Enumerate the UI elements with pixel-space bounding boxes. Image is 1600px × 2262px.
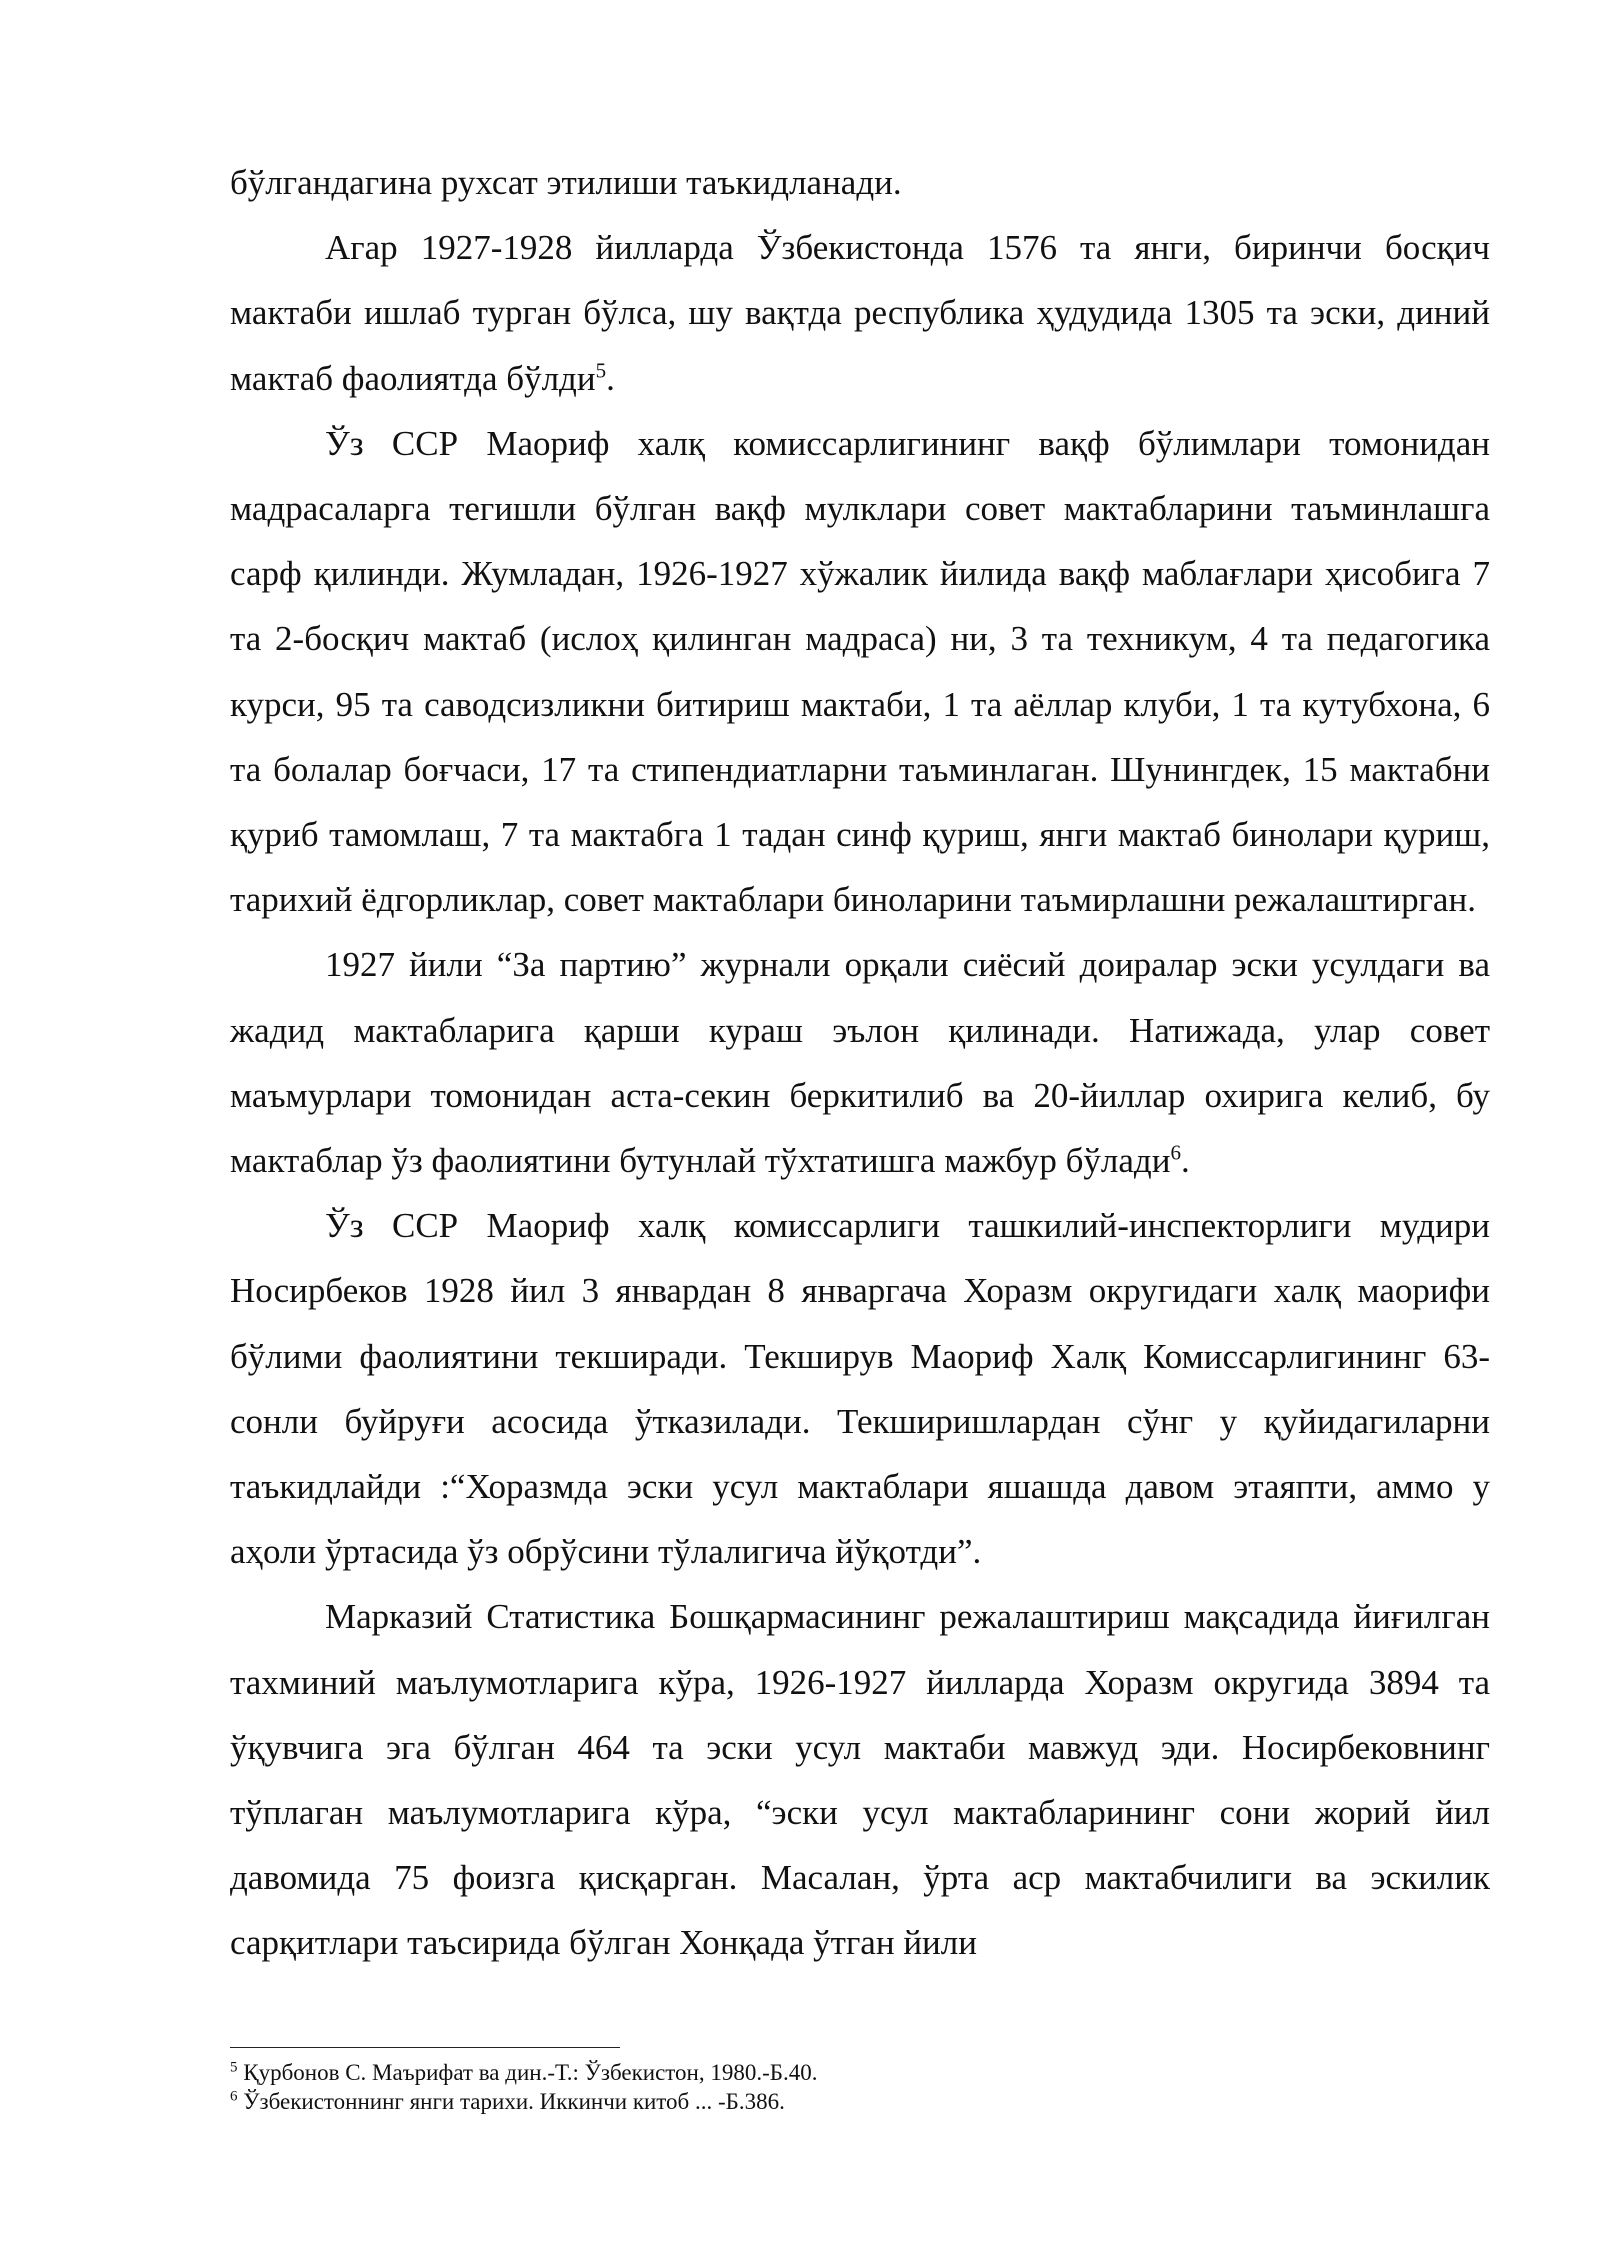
paragraph: Марказий Статистика Бошқармасининг режалаштириш мақсадида йиғилган тахминий маълумотларига кўра, 1926-1927 йилларда Хоразм округида 3894 та ўқувчига эга бўлган 464 та эски усул мактаби мавжуд эди. Носирбековнинг тўплаган маълумотларига кўра, “эски усул мактабларининг сони жорий йил давомида 75 фоизга қисқарган. Масалан, ўрта аср мактабчилиги ва эскилик сарқитлари таъсирида бўлган Хонқада ўтган йили	[230, 1597, 1490, 1963]
footnote-ref: 6	[1170, 1140, 1181, 1165]
paragraph: бўлгандагина рухсат этилиши таъкидланади.	[230, 163, 902, 202]
paragraph: Агар 1927-1928 йилларда Ўзбекистонда 1576 та янги, биринчи босқич мактаби ишлаб турган бўлса, шу вақтда республика ҳудудида 1305 та эски, диний мактаб фаолиятда бўлди$^5$.	[230, 228, 1490, 398]
footnote-number: 6	[230, 2088, 238, 2105]
paragraph: 1927 йили “За партию” журнали орқали сиёсий доиралар эски усулдаги ва жадид мактабларига қарши кураш эълон қилинади. Натижада, улар совет маъмурлари томонидан аста-секин беркитилиб ва 20-йиллар охирига келиб, бу мактаблар ўз фаолиятини бутунлай тўхтатишга мажбур бўлади$^6$.	[230, 945, 1490, 1181]
footnote: $^6$ Ўзбекистоннинг янги тарихи. Иккинчи китоб ... -Б.386.	[230, 2088, 785, 2114]
footnote-ref: 5	[595, 357, 607, 382]
footnotes	[230, 2047, 1490, 2116]
paragraph: Ўз ССР Маориф халқ комиссарлигининг вақф бўлимлари томонидан мадрасаларга тегишли бўлган вақф мулклари совет мактабларини таъминлашга сарф қилинди. Жумладан, 1926-1927 хўжалик йилида вақф маблағлари ҳисобига 7 та 2-босқич мактаб (ислоҳ қилинган мадраса) ни, 3 та техникум, 4 та педагогика курси, 95 та саводсизликни битириш мактаби, 1 та аёллар клуби, 1 та кутубхона, 6 та болалар боғчаси, 17 та стипендиатларни таъминлаган. Шунингдек, 15 мактабни қуриб тамомлаш, 7 та мактабга 1 тадан синф қуриш, янги мактаб бинолари қуриш, тарихий ёдгорликлар, совет мактаблари биноларини таъмирлашни режалаштирган.	[230, 423, 1490, 920]
footnote-number: 5	[230, 2059, 238, 2076]
document-body	[230, 150, 1490, 1976]
paragraph: Ўз ССР Маориф халқ комиссарлиги ташкилий-инспекторлиги мудири Носирбеков 1928 йил 3 январдан 8 январгача Хоразм округидаги халқ маорифи бўлими фаолиятини текширади. Текширув Маориф Халқ Комиссарлигининг 63- сонли буйруғи асосида ўтказилади. Текширишлардан сўнг у қуйидагиларни таъкидлайди :“Хоразмда эски усул мактаблари яшашда давом этаяпти, аммо у аҳоли ўртасида ўз обрўсини тўлалигича йўқотди”.	[230, 1206, 1490, 1572]
footnote-separator	[230, 2047, 620, 2048]
footnote: $^5$ Қурбонов С. Маърифат ва дин.-Т.: Ўзбекистон, 1980.-Б.40.	[230, 2059, 818, 2085]
